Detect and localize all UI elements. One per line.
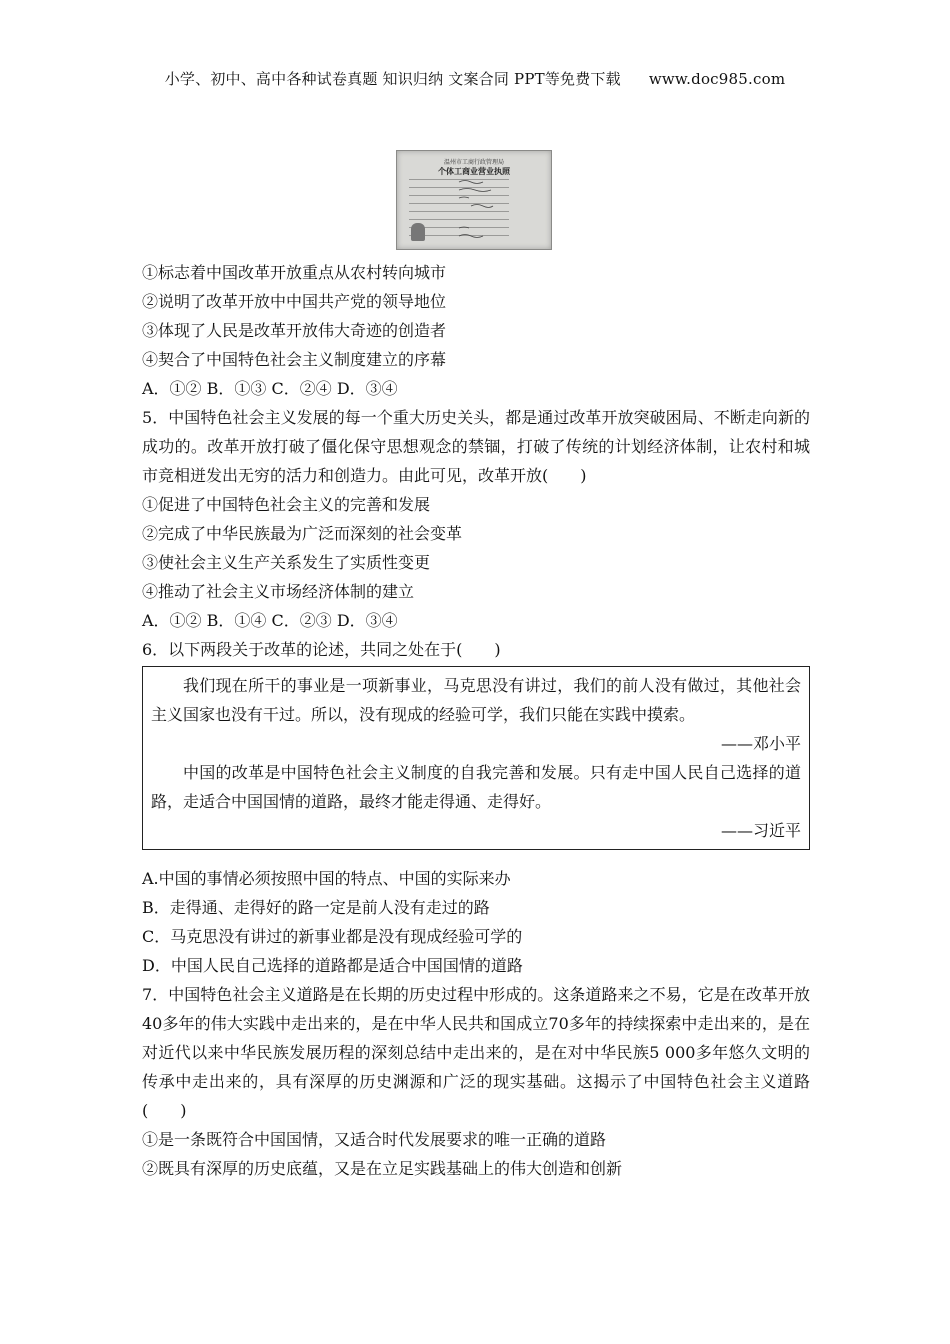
header-text: 小学、初中、高中各种试卷真题 知识归纳 文案合同 PPT等免费下载: [164, 70, 621, 88]
q6-option-d: D．中国人民自己选择的道路都是适合中国国情的道路: [142, 956, 523, 975]
header-site: www.doc985.com: [648, 70, 786, 88]
q6-option-c: C．马克思没有讲过的新事业都是没有现成经验可学的: [142, 927, 523, 946]
q6-quote-1: 我们现在所干的事业是一项新事业，马克思没有讲过，我们的前人没有做过，其他社会主义国家也没有干过。所以，没有现成的经验可学，我们只能在实践中摸索。: [151, 676, 801, 724]
q7-option-1: ①是一条既符合中国国情，又适合时代发展要求的唯一正确的道路: [142, 1130, 607, 1149]
q5-option-3: ③使社会主义生产关系发生了实质性变更: [142, 553, 431, 572]
license-handwriting: [457, 178, 513, 244]
license-agency: 温州市工商行政管理局: [443, 159, 504, 166]
q4-option-1: ①标志着中国改革开放重点从农村转向城市: [142, 263, 447, 282]
q6-source-1: ——邓小平: [720, 734, 801, 753]
q6-source-2: ——习近平: [720, 821, 801, 840]
license-portrait: [411, 223, 425, 241]
q5-option-1: ①促进了中国特色社会主义的完善和发展: [142, 495, 431, 514]
q5-option-2: ②完成了中华民族最为广泛而深刻的社会变革: [142, 524, 463, 543]
q7-stem: 7．中国特色社会主义道路是在长期的历史过程中形成的。这条道路来之不易，它是在改革开放40多年的伟大实践中走出来的，是在中华人民共和国成立70多年的持续探索中走出来的，是在对近代以来中华民族发展历程的深刻总结中走出来的，是在对中华民族5 000多年悠久文明的传承中走出来的，具有深厚的历史渊源和广泛的现实基础。这揭示了中国特色社会主义道路( ): [142, 985, 810, 1120]
q6-quote-2: 中国的改革是中国特色社会主义制度的自我完善和发展。只有走中国人民自己选择的道路，走适合中国国情的道路，最终才能走得通、走得好。: [151, 763, 801, 811]
question-content: [142, 258, 810, 1183]
q7-option-2: ②既具有深厚的历史底蕴，又是在立足实践基础上的伟大创造和创新: [142, 1159, 623, 1178]
q5-stem: 5．中国特色社会主义发展的每一个重大历史关头，都是通过改革开放突破困局、不断走向新的成功的。改革开放打破了僵化保守思想观念的禁锢，打破了传统的计划经济体制，让农村和城市竞相迸发出无穷的活力和创造力。由此可见，改革开放( ): [142, 408, 810, 485]
q5-option-4: ④推动了社会主义市场经济体制的建立: [142, 582, 415, 601]
q4-option-4: ④契合了中国特色社会主义制度建立的序幕: [142, 350, 447, 369]
q6-option-a: A.中国的事情必须按照中国的特点、中国的实际来办: [142, 869, 511, 888]
page-header: [0, 68, 950, 89]
q6-quote-box: [142, 666, 810, 850]
q6-option-b: B．走得通、走得好的路一定是前人没有走过的路: [142, 898, 490, 917]
q4-option-2: ②说明了改革开放中中国共产党的领导地位: [142, 292, 447, 311]
license-title: 个体工商业营业执照: [438, 166, 510, 176]
q5-choices: A．①② B．①④ C．②③ D．③④: [142, 611, 398, 630]
q4-option-3: ③体现了人民是改革开放伟大奇迹的创造者: [142, 321, 447, 340]
business-license-photo: [396, 150, 552, 250]
q4-choices: A．①② B．①③ C．②④ D．③④: [142, 379, 398, 398]
q6-stem: 6．以下两段关于改革的论述，共同之处在于( ): [142, 640, 501, 659]
